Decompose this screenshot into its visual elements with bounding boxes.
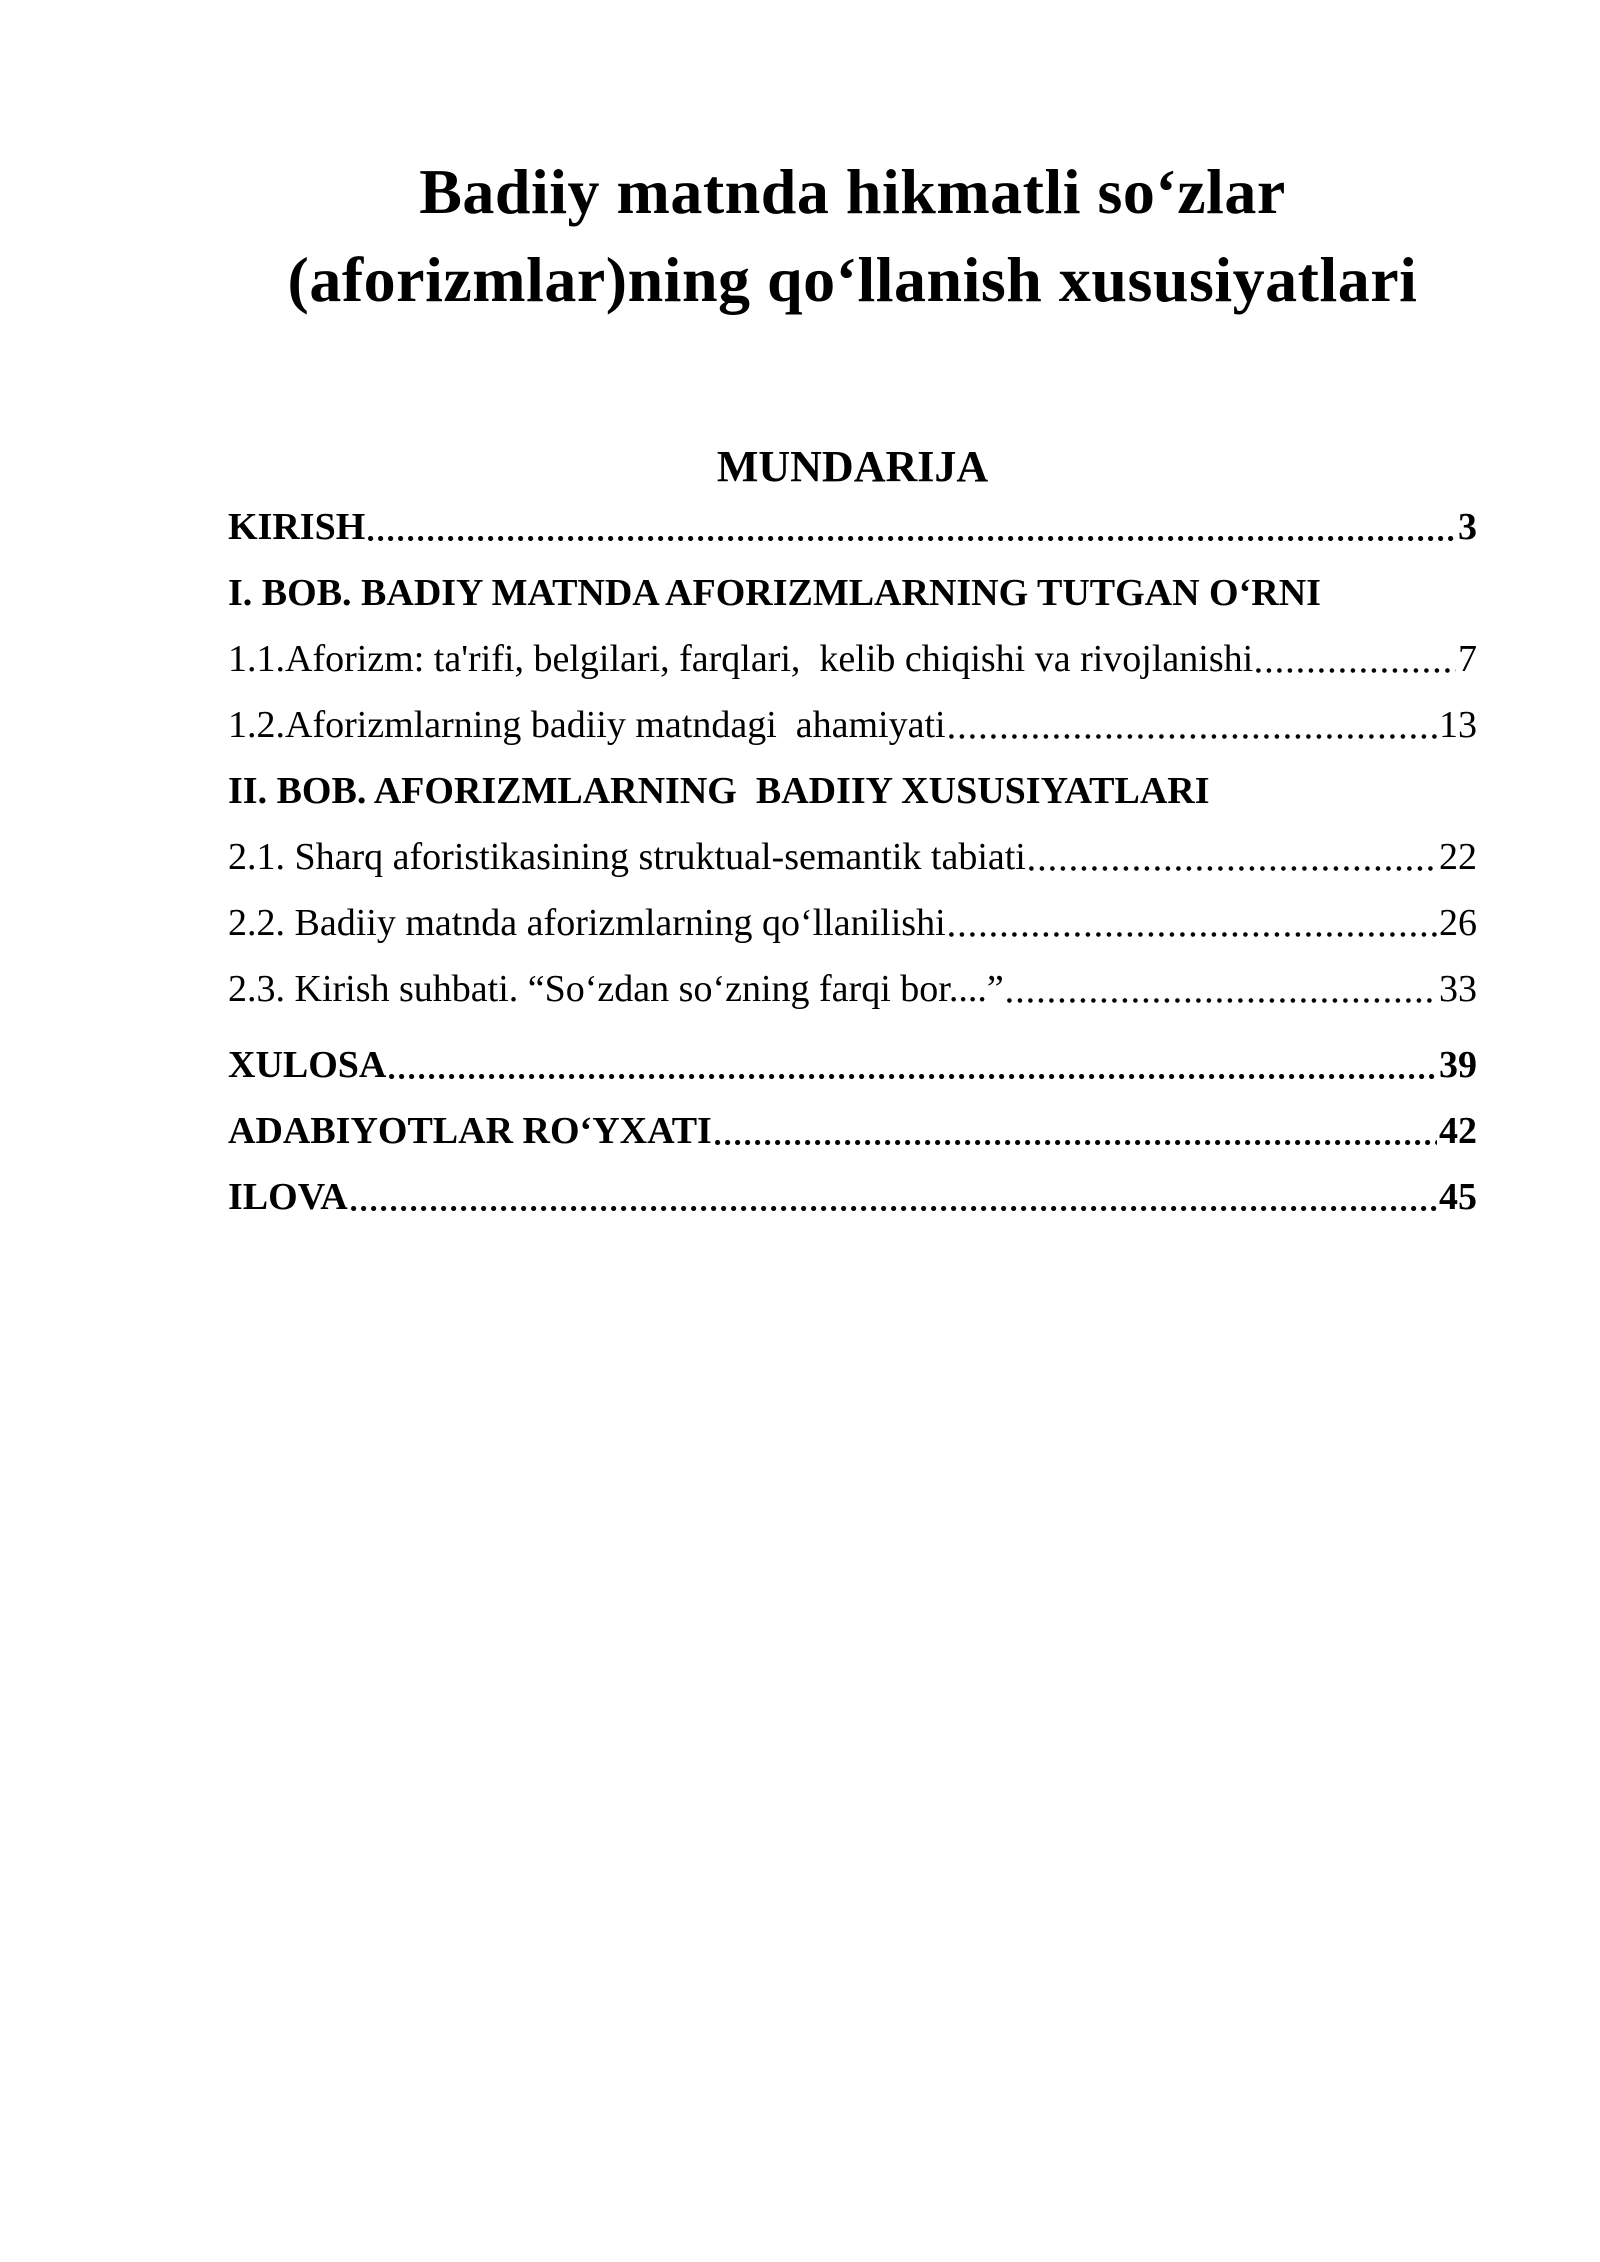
toc-item-label: KIRISH [228,506,366,548]
toc-item-1-1 [228,626,1477,692]
dot-leader [949,932,1437,937]
page-number: 33 [1439,968,1477,1010]
toc-item-2-1 [228,824,1477,890]
toc-item-label: I. BOB. BADIY MATNDA AFORIZMLARNING TUTGAN OʻRNI [228,572,1321,614]
toc-item-label: ADABIYOTLAR ROʻYXATI [228,1110,712,1152]
toc-item-chapter-1-heading [228,560,1477,626]
page-title-line-1: Badiiy matnda hikmatli soʻzlar [419,156,1286,227]
toc-item-label: ILOVA [228,1176,348,1218]
toc-item-ilova [228,1164,1477,1230]
page-number: 39 [1439,1044,1477,1086]
page-number: 3 [1458,506,1477,548]
page-title [228,148,1477,324]
toc-item-label: 2.1. Sharq aforistikasining struktual-semantik tabiati [228,836,1026,878]
toc-item-label: XULOSA [228,1044,387,1086]
dot-leader [389,1074,1437,1079]
toc-item-label: II. BOB. AFORIZMLARNING BADIIY XUSUSIYATLARI [228,770,1210,812]
toc-item-label: 1.2.Aforizmlarning badiiy matndagi ahamiyati [228,704,946,746]
toc-item-xulosa [228,1032,1477,1098]
toc-item-1-2 [228,692,1477,758]
toc-item-adabiyotlar [228,1098,1477,1164]
dot-leader [368,536,1456,541]
toc-item-2-2 [228,890,1477,956]
dot-leader [949,734,1437,739]
contents-heading: MUNDARIJA [716,442,989,491]
page-number: 26 [1439,902,1477,944]
toc-item-label: 2.3. Kirish suhbati. “Soʻzdan soʻzning farqi bor....” [228,968,1004,1010]
dot-leader [1256,668,1456,673]
page-number: 22 [1439,836,1477,878]
table-of-contents [228,494,1477,1230]
toc-item-2-3 [228,956,1477,1022]
page-title-line-2: (aforizmlar)ning qoʻllanish xususiyatlari [287,244,1418,315]
toc-item-chapter-2-heading [228,758,1477,824]
dot-leader [1029,866,1437,871]
page-number: 13 [1439,704,1477,746]
toc-item-label: 2.2. Badiiy matnda aforizmlarning qoʻllanilishi [228,902,946,944]
page-number: 42 [1439,1110,1477,1152]
toc-item-label: 1.1.Aforizm: ta'rifi, belgilari, farqlari, kelib chiqishi va rivojlanishi [228,638,1254,680]
dot-leader [715,1140,1437,1145]
toc-item-kirish [228,494,1477,560]
page-number: 7 [1458,638,1477,680]
dot-leader [351,1206,1437,1211]
dot-leader [1007,998,1437,1003]
page-number: 45 [1439,1176,1477,1218]
